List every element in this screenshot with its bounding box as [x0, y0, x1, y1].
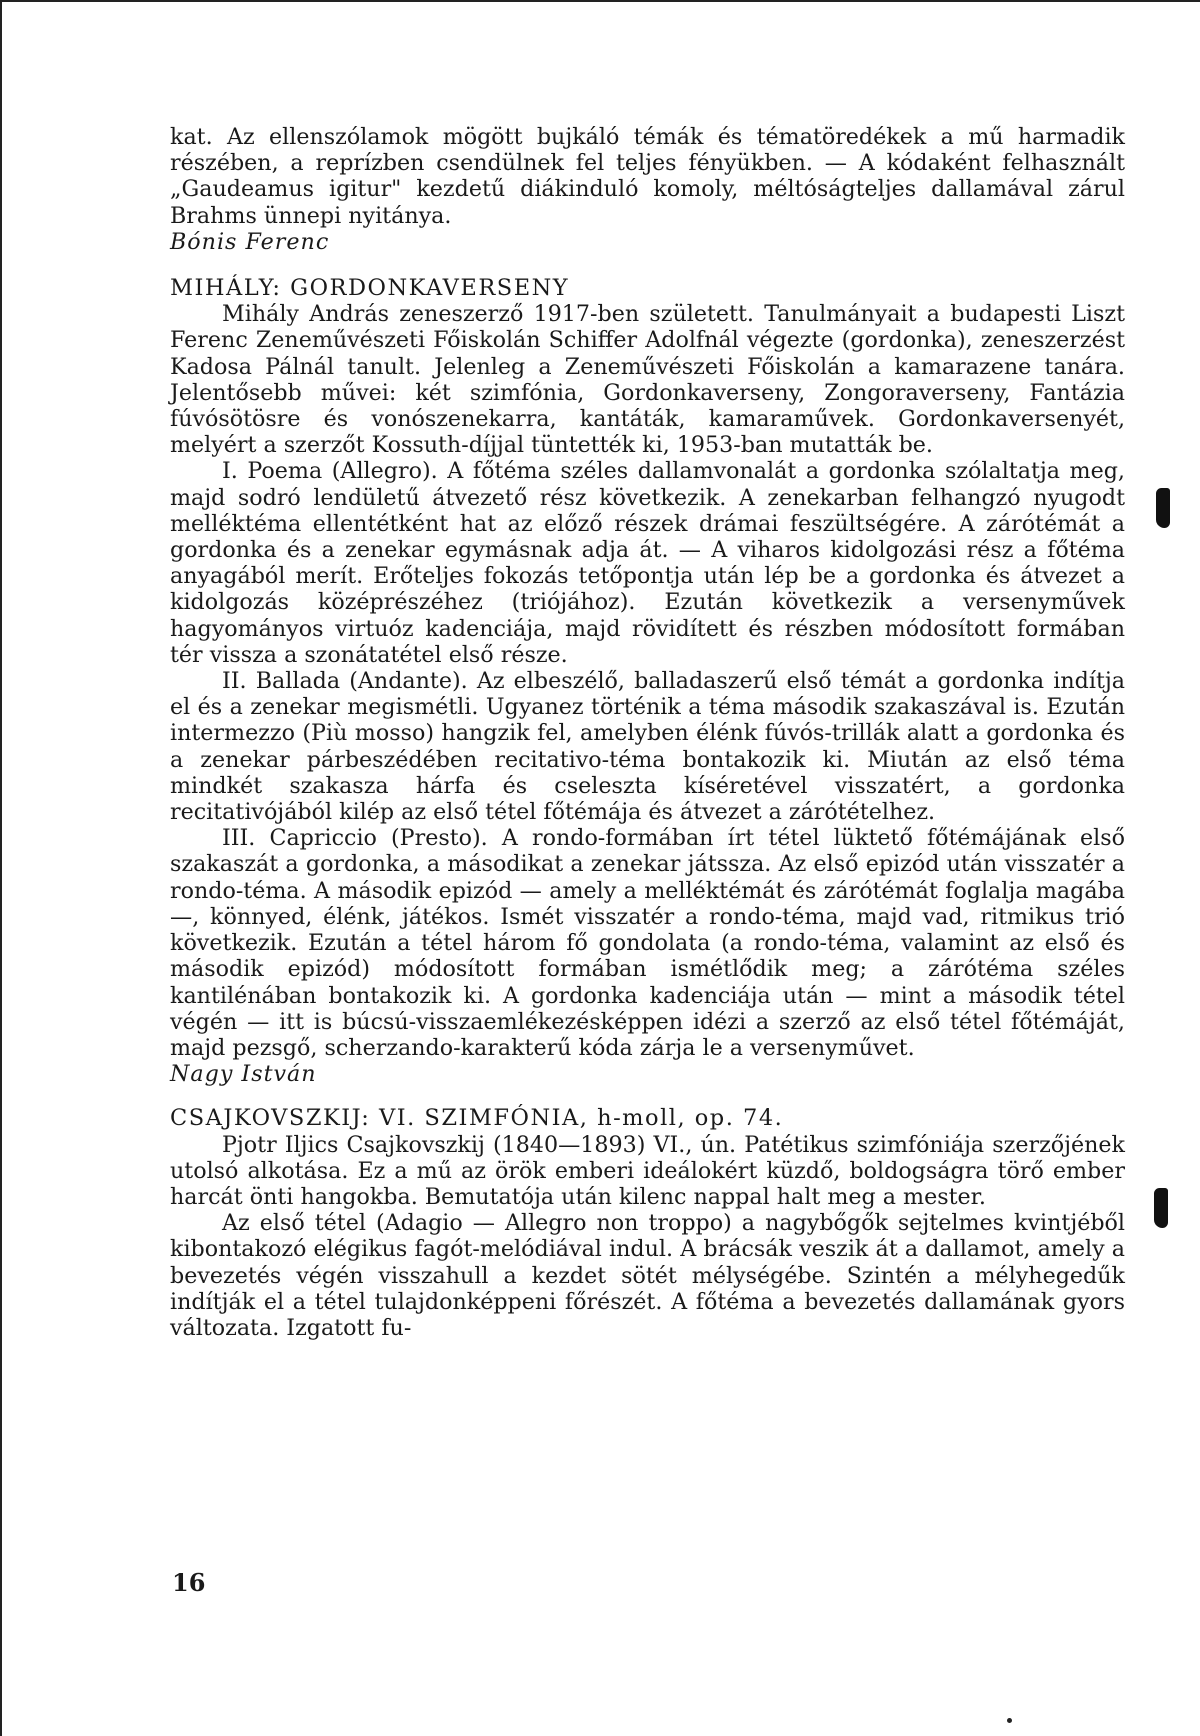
opening-paragraph: kat. Az ellenszólamok mögött bujkáló témák és tématöredékek a mű harmadik részében, a reprízben csendülnek fel teljes fényükben. — A kódaként felhasznált „Gaudeamus igitur" kezdetű diákinduló komoly, méltóságteljes dallamával zárul Brahms ünnepi nyitánya. — [170, 124, 1125, 229]
ink-blot-mark — [1154, 1188, 1168, 1228]
section-heading-mihaly: MIHÁLY: GORDONKAVERSENY — [170, 275, 570, 302]
csajkovszkij-paragraph-intro: Pjotr Iljics Csajkovszkij (1840—1893) VI., ún. Patétikus szimfóniája szerzőjének utolsó alkotása. Ez a mű az örök emberi ideálokért küzdő, boldogságra törő ember harcát önti hangokba. Bemutatója után kilenc nappal halt meg a mester. — [170, 1131, 1125, 1210]
ink-blot-mark — [1156, 488, 1170, 528]
mihaly-signature: Nagy István — [170, 1061, 317, 1088]
mihaly-paragraph-movement-3: III. Capriccio (Presto). A rondo-formában írt tétel lüktető főtémájának első szakaszát a gordonka, a másodikat a zenekar játssza. Az első epizód után visszatér a rondo-téma. A második epizód — amely a melléktémát és zárótémát foglalja magába —, könnyed, élénk, játékos. Ismét visszatér a rondo-téma, majd vad, ritmikus trió következik. Ezután a tétel három fő gondolata (a rondo-téma, valamint az első és második epizód) módosított formában ismétlődik meg; a zárótéma széles kantilénában bontakozik ki. A gordonka kadenciája után — mint a második tétel végén — itt is búcsú-visszaemlékezésképpen idézi a szerző az első tétel főtémáját, majd pezsgő, scherzando-karakterű kóda zárja le a versenyművet. — [170, 825, 1125, 1061]
mihaly-paragraph-movement-1: I. Poema (Allegro). A főtéma széles dallamvonalát a gordonka szólaltatja meg, majd sodró lendületű átvezető rész következik. A zenekarban felhangzó nyugodt melléktéma ellentétként hat az előző részek drámai feszültségére. A zárótémát a gordonka és a zenekar egymásnak adja át. — A viharos kidolgozási rész a főtéma anyagából merít. Erőteljes fokozás tetőpontja után lép be a gordonka és átvezet a kidolgozás középrészéhez (triójához). Ezután következik a versenyművek hagyományos virtuóz kadenciája, majd rövidített és részben módosított formában tér vissza a szonátatétel első része. — [170, 458, 1125, 668]
scan-border-top — [0, 0, 1200, 2]
mihaly-paragraph-intro: Mihály András zeneszerző 1917-ben született. Tanulmányait a budapesti Liszt Ferenc Zeneművészeti Főiskolán Schiffer Adolfnál végezte (gordonka), zeneszerzést Kadosa Pálnál tanult. Jelenleg a Zeneművészeti Főiskolán a kamarazene tanára. Jelentősebb művei: két szimfónia, Gordonkaverseny, Zongoraverseny, Fantázia fúvósötösre és vonószenekarra, kantáták, kamaraművek. Gordonkaversenyét, melyért a szerzőt Kossuth-díjjal tüntették ki, 1953-ban mutatták be. — [170, 301, 1125, 459]
page-text-block — [170, 124, 1125, 1341]
ink-speck-mark — [1007, 1718, 1012, 1723]
csajkovszkij-paragraph-movement-1: Az első tétel (Adagio — Allegro non troppo) a nagybőgők sejtelmes kvintjéből kibontakozó elégikus fagót-melódiával indul. A brácsák veszik át a dallamot, amely a bevezetés végén visszahull a kezdet sötét mélységébe. Szintén a mélyhegedűk indítják el a tétel tulajdonképpeni főrészét. A főtéma a bevezetés dallamának gyors változata. Izgatott fu- — [170, 1210, 1125, 1341]
scan-border-left — [0, 0, 2, 1736]
page-number: 16 — [172, 1568, 206, 1597]
opening-signature: Bónis Ferenc — [170, 228, 330, 255]
mihaly-paragraph-movement-2: II. Ballada (Andante). Az elbeszélő, balladaszerű első témát a gordonka indítja el és a zenekar megismétli. Ugyanez történik a téma második szakaszával is. Ezután intermezzo (Più mosso) hangzik fel, amelyben élénk fúvós-trillák alatt a gordonka és a zenekar párbeszédében recitativo-téma bontakozik ki. Miután az első téma mindkét szakasza hárfa és cseleszta kíséretével visszatért, a gordonka recitativójából kilép az első tétel főtémája és átvezet a zárótételhez. — [170, 668, 1125, 826]
section-heading-csajkovszkij: CSAJKOVSZKIJ: VI. SZIMFÓNIA, h-moll, op. 74. — [170, 1105, 784, 1132]
